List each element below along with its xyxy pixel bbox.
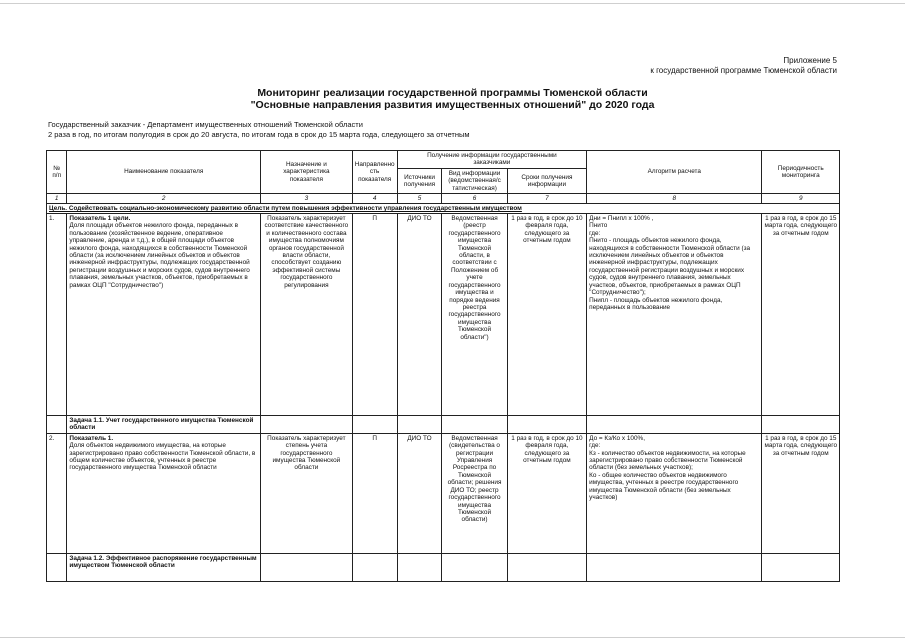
schedule-line: 2 раза в год, по итогам полугодия в срок до 20 августа, по итогам года в срок до 15 марта года, следующего за отчетным [48, 130, 470, 139]
column-number: 5 [397, 194, 442, 204]
empty-cell [507, 553, 587, 581]
header-algorithm: Алгоритм расчета [587, 151, 762, 194]
header-kind: Вид информации (ведомственная/с татистическая) [442, 168, 507, 193]
column-number: 4 [352, 194, 397, 204]
title-line2: "Основные направления развития имущественных отношений" до 2020 года [250, 99, 655, 111]
indicator-name [67, 214, 261, 416]
goal-text: Цель. Содействовать социально-экономическому развитию области путем повышения эффективности управления государственным имуществом [47, 204, 840, 214]
calc-algorithm: До = Кз/Ко х 100%, где: Кз - количество объектов недвижимости, на которые зарегистрировано право собственности Тюменской области (без земельных участков); Ко - общее количество объектов недвижимого имущества, учтенных в реестре государственного имущества Тюменской области (без земельных участков) [587, 433, 762, 553]
monitoring-periodicity: 1 раз в год, в срок до 15 марта года, следующего за отчетным годом [762, 214, 840, 416]
empty-cell [587, 416, 762, 434]
info-terms: 1 раз в год, в срок до 10 февраля года, следующего за отчетным годом [507, 214, 587, 416]
header-terms: Сроки получения информации [507, 168, 587, 193]
column-number: 3 [261, 194, 353, 204]
indicator-title: Показатель 1. [69, 434, 114, 442]
empty-cell [352, 416, 397, 434]
info-terms: 1 раз в год, в срок до 10 февраля года, следующего за отчетным годом [507, 433, 587, 553]
empty-cell [397, 553, 442, 581]
task-row [47, 416, 840, 434]
header-purpose: Назначение и характеристика показателя [261, 151, 353, 194]
task-text: Задача 1.1. Учет государственного имущества Тюменской области [67, 416, 261, 434]
header-row-1 [47, 151, 840, 169]
document-info [48, 120, 470, 140]
task-row [47, 553, 840, 581]
empty-cell [442, 553, 507, 581]
indicator-name [67, 433, 261, 553]
table-row [47, 433, 840, 553]
indicator-purpose: Показатель характеризует соответствие качественного и количественного состава имущества полномочиям органов государственной власти области, способствует созданию эффективной системы государственного регулирования [261, 214, 353, 416]
indicator-direction: П [352, 214, 397, 416]
info-source: ДИО ТО [397, 214, 442, 416]
info-source: ДИО ТО [397, 433, 442, 553]
task-text: Задача 1.2. Эффективное распоряжение государственным имуществом Тюменской области [67, 553, 261, 581]
header-info-group: Получение информации государственными заказчиками [397, 151, 587, 169]
bottom-rule [0, 637, 905, 638]
appendix-line2: к государственной программе Тюменской области [650, 66, 837, 75]
indicator-direction: П [352, 433, 397, 553]
column-number: 8 [587, 194, 762, 204]
column-number: 7 [507, 194, 587, 204]
row-num [47, 416, 67, 434]
column-numbers-row [47, 194, 840, 204]
goal-row [47, 204, 840, 214]
indicator-purpose: Показатель характеризует степень учета государственного имущества Тюменской области [261, 433, 353, 553]
header-num: № п/п [47, 151, 67, 194]
empty-cell [762, 553, 840, 581]
column-number: 9 [762, 194, 840, 204]
info-kind: Ведомственная (свидетельства о регистрации Управления Росреестра по Тюменской области; решения ДИО ТО; реестр государственного имущества Тюменской области) [442, 433, 507, 553]
indicator-text: Доля площади объектов нежилого фонда, переданных в пользование (хозяйственное ведение, оперативное управление, аренда и т.д.), в общей площади объектов нежилого фонда, находящихся в собственности Тюменской области (за исключением линейных объектов и объектов инженерной инфраструктуры, подлежащих государственной регистрации воздушных и морских судов, судов внутреннего плавания, земельных участков, объектов, приобретаемых в рамках ОЦП "Сотрудничество") [69, 222, 250, 289]
appendix-line1: Приложение 5 [783, 56, 837, 65]
document-title [0, 87, 905, 111]
header-direction: Направленно сть показателя [352, 151, 397, 194]
empty-cell [397, 416, 442, 434]
info-kind: Ведомственная (реестр государственного имущества Тюменской области, в соответствии с Положением об учете государственного имущества и порядке ведения реестра государственного имущества Тюменской области") [442, 214, 507, 416]
empty-cell [261, 553, 353, 581]
row-num: 1. [47, 214, 67, 416]
monitoring-table [46, 150, 840, 582]
calc-algorithm: Дни = Пнипл х 100% , Пнито где: Пнито - площадь объектов нежилого фонда, находящихся в собственности Тюменской области (за исключением линейных объектов и объектов инженерной инфраструктуры, подлежащих государственной регистрации воздушных и морских судов, судов внутреннего плавания, земельных участков, объектов, приобретаемых в рамках ОЦП "Сотрудничество"); Пнипл - площадь объектов нежилого фонда, переданных в пользование [587, 214, 762, 416]
customer-line: Государственный заказчик - Департамент имущественных отношений Тюменской области [48, 120, 363, 129]
header-sources: Источники получения [397, 168, 442, 193]
header-periodicity: Периодичность мониторинга [762, 151, 840, 194]
column-number: 1 [47, 194, 67, 204]
column-number: 2 [67, 194, 261, 204]
row-num: 2. [47, 433, 67, 553]
empty-cell [762, 416, 840, 434]
empty-cell [352, 553, 397, 581]
monitoring-periodicity: 1 раз в год, в срок до 15 марта года, следующего за отчетным годом [762, 433, 840, 553]
row-num [47, 553, 67, 581]
empty-cell [261, 416, 353, 434]
header-name: Наименование показателя [67, 151, 261, 194]
empty-cell [587, 553, 762, 581]
top-rule [0, 3, 905, 4]
column-number: 6 [442, 194, 507, 204]
title-line1: Мониторинг реализации государственной программы Тюменской области [257, 87, 648, 99]
indicator-text: Доля объектов недвижимого имущества, на которые зарегистрировано право собственности Тюменской области, в общем количестве объектов, учтенных в реестре государственного имущества Тюменской области [69, 442, 256, 472]
indicator-title: Показатель 1 цели. [69, 215, 131, 223]
empty-cell [507, 416, 587, 434]
appendix-note [650, 56, 837, 76]
empty-cell [442, 416, 507, 434]
table-row [47, 214, 840, 416]
